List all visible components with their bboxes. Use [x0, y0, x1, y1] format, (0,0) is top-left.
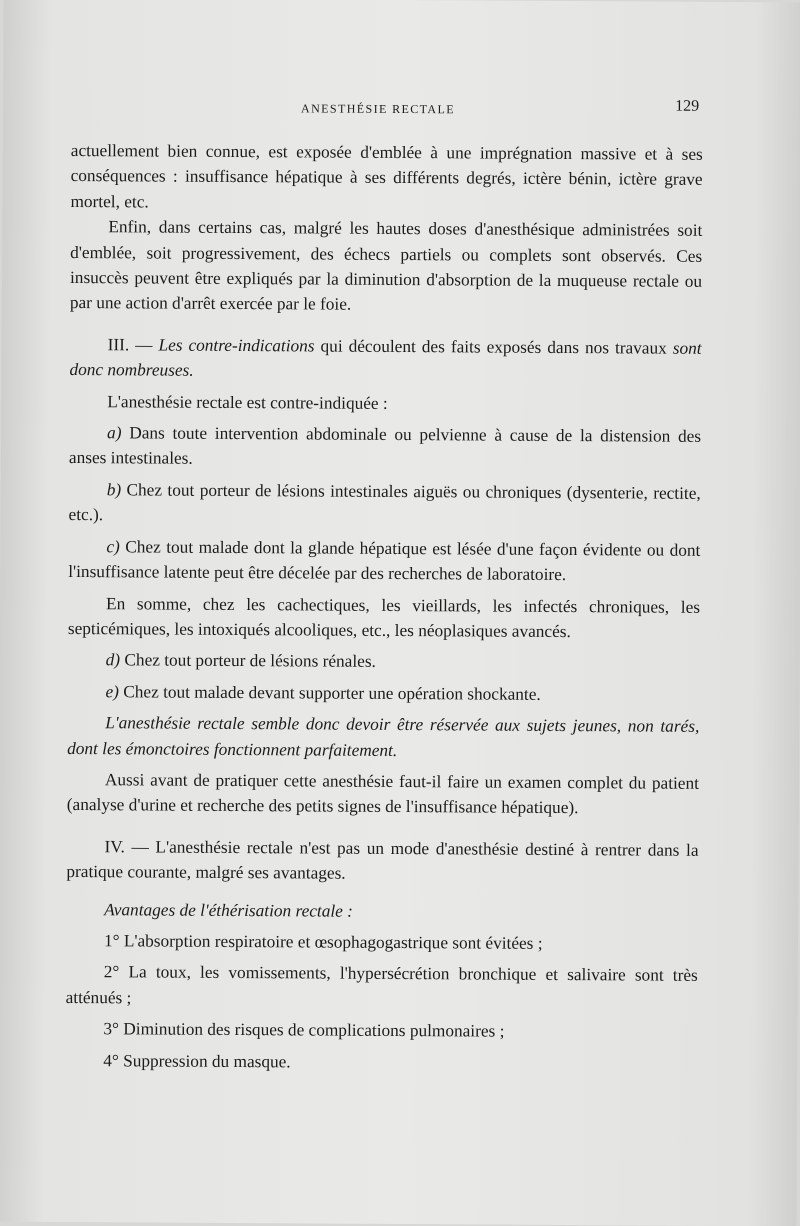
conclusion-text: L'anesthésie rectale semble donc devoir être réservée aux sujets jeunes, non tarés, dont les émonctoires fonctionnent parfaitement.: [67, 713, 700, 760]
list-item-c: [68, 534, 700, 589]
section-number: III. —: [107, 335, 153, 355]
item-text: Chez tout malade devant supporter une opération shockante.: [123, 682, 541, 704]
paragraph-emphasis: sont donc nombreuses.: [69, 338, 702, 380]
list-item-b: [69, 477, 701, 532]
running-title: ANESTHÉSIE RECTALE: [301, 101, 456, 117]
paragraph-text: qui découlent des faits exposés dans nos travaux: [320, 336, 667, 358]
paragraph-section-four: IV. — L'anesthésie rectale n'est pas un mode d'anesthésie destiné à rentrer dans la pratique courante, malgré ses avantages.: [66, 836, 699, 883]
advantages-heading: [66, 897, 698, 926]
advantage-item-1: 1° L'absorption respiratoire et œsophagogastrique sont évitées ;: [103, 931, 543, 953]
advantage-item-2: 2° La toux, les vomissements, l'hypersécrétion bronchique et salivaire sont très atténués ;: [65, 962, 698, 1008]
paragraph-intro-list: L'anesthésie rectale est contre-indiquée :: [107, 391, 388, 413]
item-letter: e): [105, 681, 120, 702]
advantage-item-4: 4° Suppression du masque.: [103, 1050, 291, 1071]
item-text: Chez tout porteur de lésions rénales.: [124, 650, 376, 672]
advantages-title: Avantages de l'éthérisation rectale :: [104, 899, 354, 921]
paragraph-continuation: actuellement bien connue, est exposée d'emblée à une imprégnation massive et à ses conséquences : insuffisance hépatique à ses différents degrés, ictère bénin, ictère grave mortel, etc.: [70, 140, 703, 212]
paragraph-summary: En somme, chez les cachectiques, les vieillards, les infectés chroniques, les septicémiques, les intoxiqués alcooliques, etc., les néoplasiques avancés.: [67, 593, 701, 641]
list-item-e: [67, 679, 699, 708]
paragraph-contraindications: [69, 332, 701, 387]
item-text: Chez tout malade dont la glande hépatique est lésée d'une façon évidente ou dont l'insuffisance latente peut être décelée par des recherches de laboratoire.: [68, 537, 701, 585]
item-letter: c): [106, 536, 120, 556]
item-letter: b): [106, 480, 122, 500]
paragraph-conclusion: [67, 710, 699, 765]
list-item-d: [68, 647, 700, 676]
section-heading: Les contre-indications: [158, 335, 315, 356]
item-text: Dans toute intervention abdominale ou pelvienne à cause de la distension des anses intestinales.: [68, 423, 702, 469]
paragraph-examination: Aussi avant de pratiquer cette anesthésie faut-il faire un examen complet du patient (analyse d'urine et recherche des petits signes de l'insuffisance hépatique).: [66, 770, 700, 818]
item-letter: d): [105, 650, 121, 670]
running-head: [3, 94, 800, 117]
page-number: 129: [675, 97, 700, 115]
item-text: Chez tout porteur de lésions intestinales aiguës ou chroniques (dysenterie, rectite, etc.).: [68, 480, 701, 525]
list-item-a: [69, 420, 701, 475]
paragraph-failures: Enfin, dans certains cas, malgré les hautes doses d'anesthésique administrées soit d'emblée, soit progressivement, des échecs partiels ou complets sont observés. Ces insuccès peuvent être expliqués par la diminution d'absorption de la muqueuse rectale ou par une action d'arrêt exercée par le foie.: [69, 217, 703, 315]
item-letter: a): [107, 423, 122, 443]
advantage-item-3: 3° Diminution des risques de complications pulmonaires ;: [103, 1019, 505, 1041]
body-text: [65, 138, 703, 1077]
